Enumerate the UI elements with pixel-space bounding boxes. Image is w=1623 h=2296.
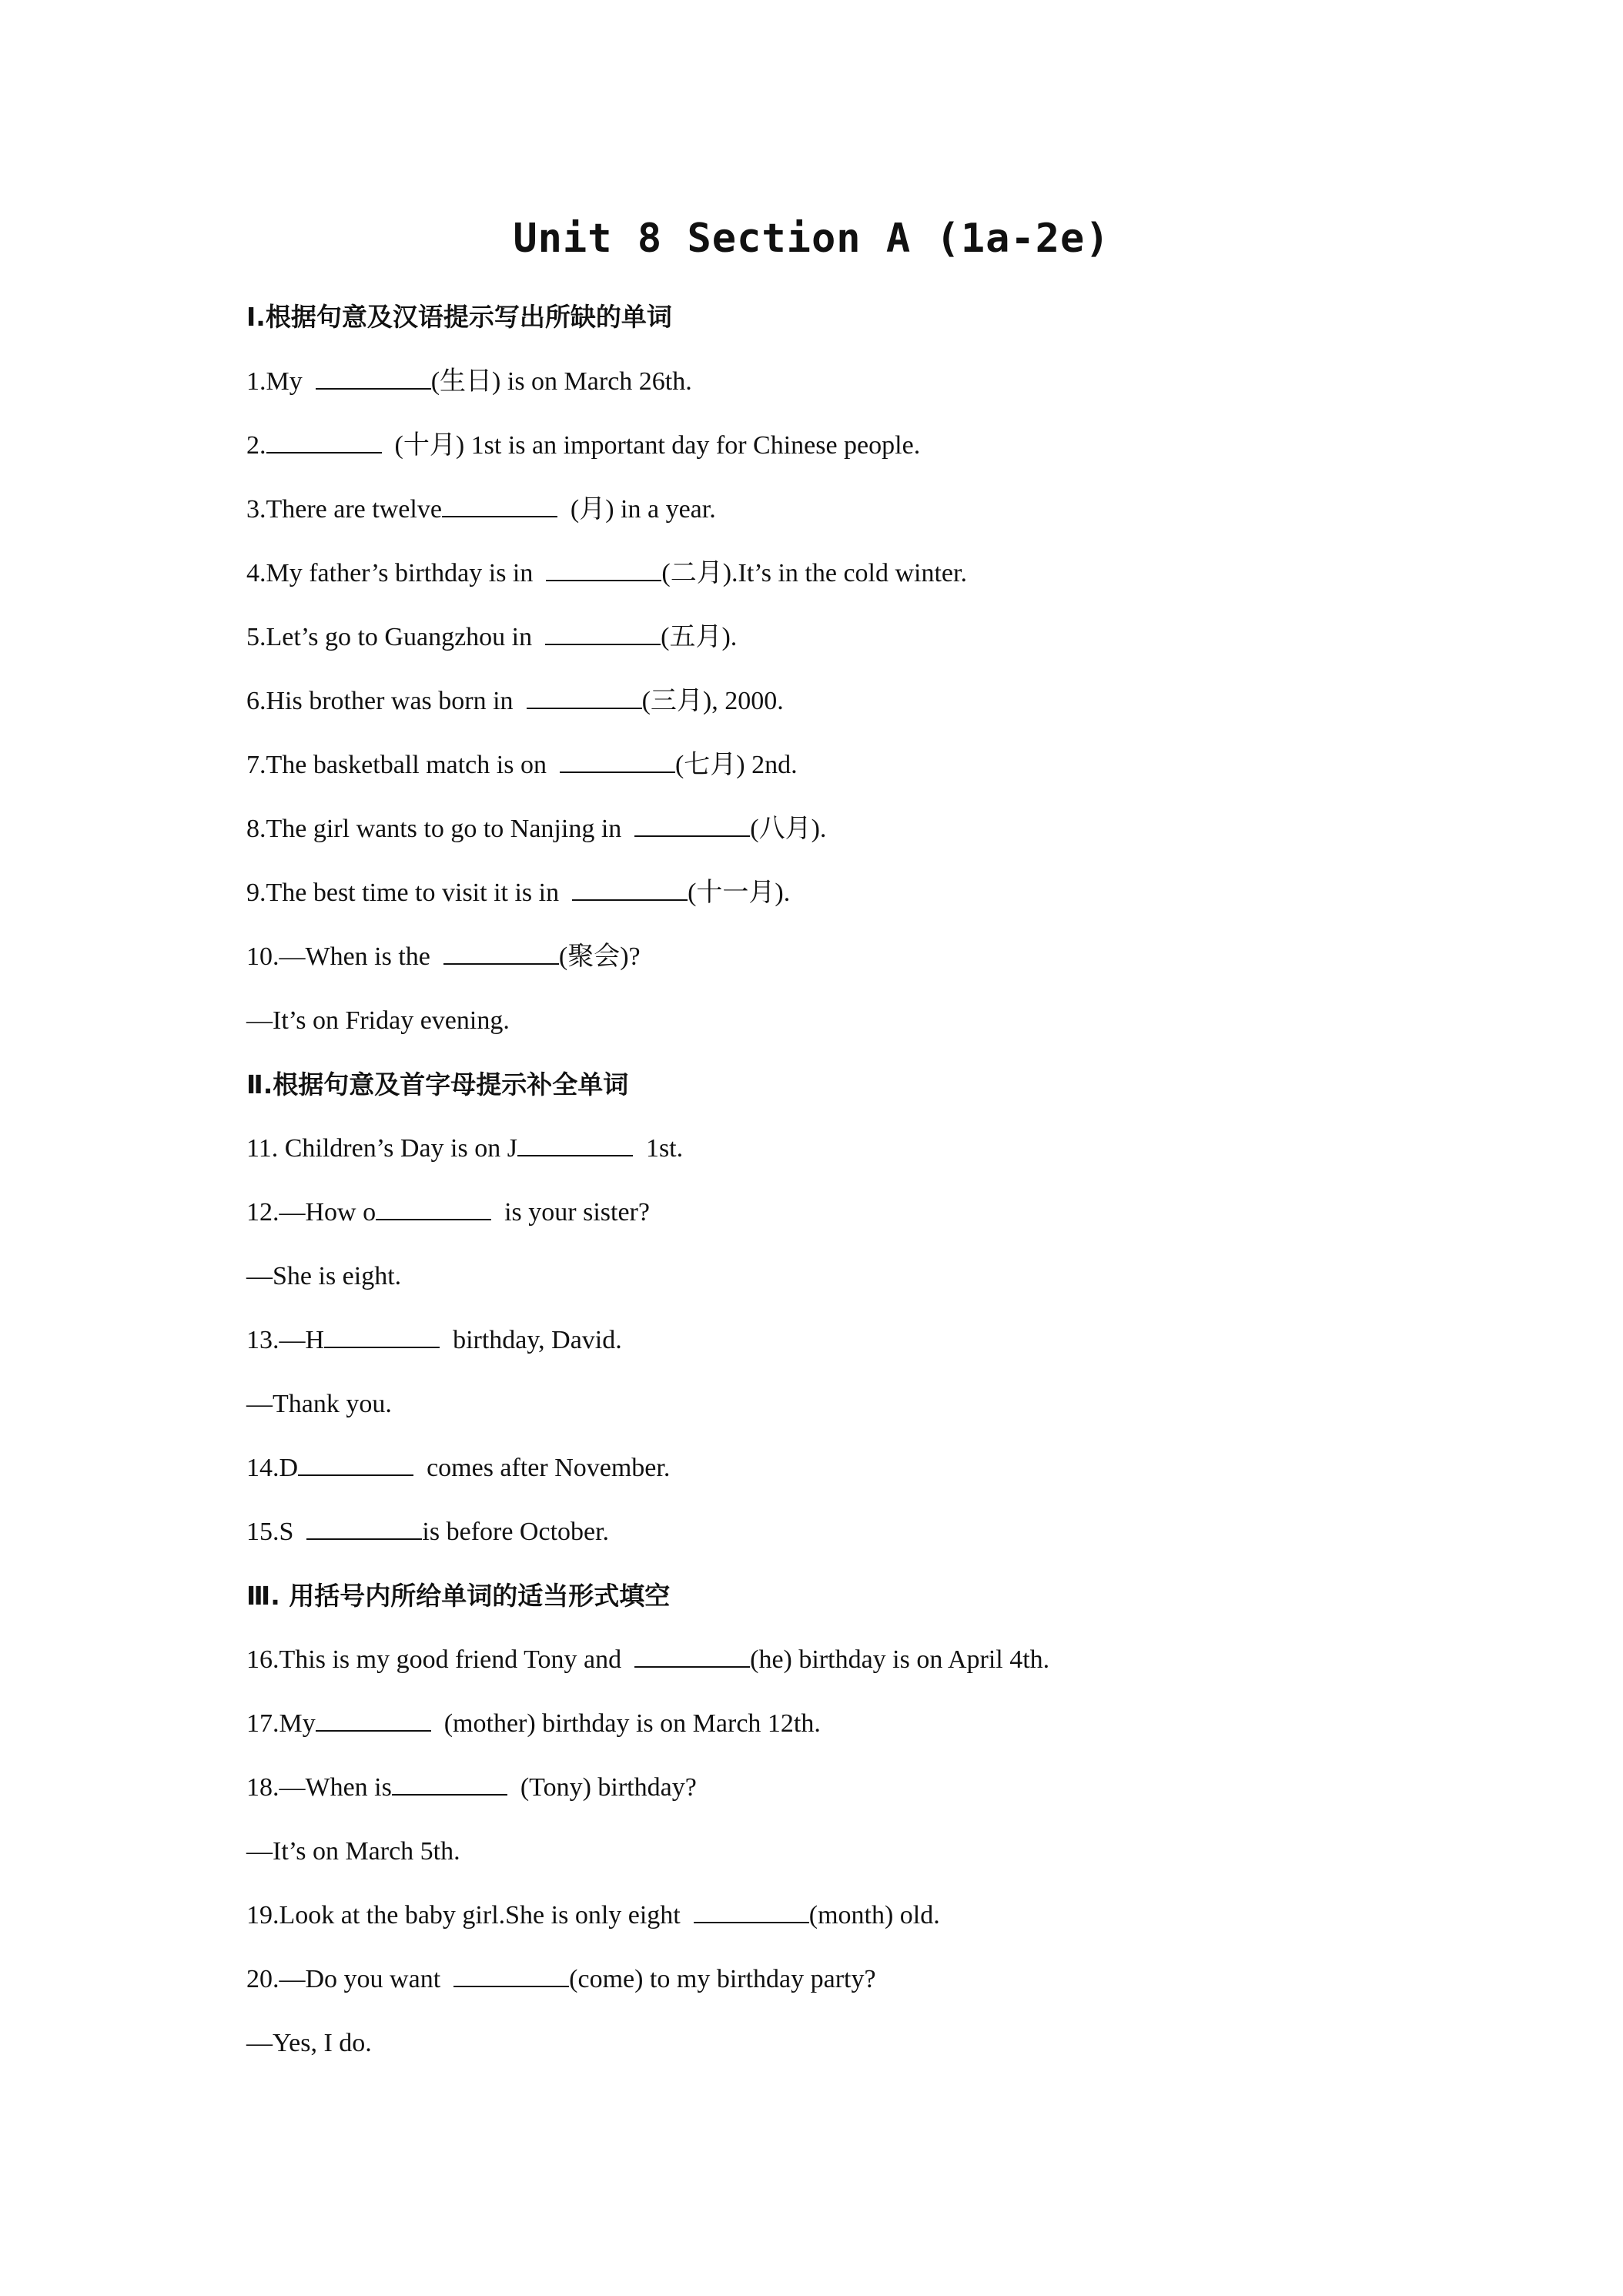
question-text-before: 18.—When is bbox=[246, 1773, 392, 1802]
question-16 bbox=[246, 1643, 1049, 1677]
question-text-before: 1.My bbox=[246, 367, 316, 396]
question-text-after: (he) birthday is on April 4th. bbox=[750, 1645, 1050, 1674]
question-text-before: 14.D bbox=[246, 1454, 299, 1482]
answer-blank[interactable] bbox=[443, 940, 559, 965]
question-5 bbox=[246, 621, 737, 654]
dialogue-response: —Thank you. bbox=[246, 1390, 392, 1418]
answer-blank[interactable] bbox=[527, 684, 642, 709]
question-9 bbox=[246, 876, 790, 910]
answer-blank[interactable] bbox=[316, 365, 431, 390]
question-text-after: (聚会)? bbox=[558, 942, 641, 971]
answer-blank[interactable] bbox=[306, 1515, 422, 1540]
question-text-before: 19.Look at the baby girl.She is only eight bbox=[246, 1901, 694, 1930]
question-text-after: (Tony) birthday? bbox=[507, 1773, 697, 1802]
question-text-after: (三月), 2000. bbox=[641, 687, 784, 715]
answer-blank[interactable] bbox=[694, 1899, 809, 1923]
dialogue-response: —Yes, I do. bbox=[246, 2029, 372, 2057]
question-6 bbox=[246, 684, 784, 718]
question-3 bbox=[246, 493, 716, 527]
question-1 bbox=[246, 365, 692, 399]
question-text-before: 20.—Do you want bbox=[246, 1965, 454, 1993]
question-text-before: 5.Let’s go to Guangzhou in bbox=[246, 623, 546, 651]
question-text-after: (二月).It’s in the cold winter. bbox=[661, 559, 967, 587]
question-text-after: comes after November. bbox=[413, 1454, 671, 1482]
answer-blank[interactable] bbox=[546, 557, 661, 581]
section-3-heading: Ⅲ. 用括号内所给单词的适当形式填空 bbox=[246, 1581, 671, 1611]
question-text-after: (mother) birthday is on March 12th. bbox=[430, 1709, 821, 1738]
answer-blank[interactable] bbox=[517, 1132, 633, 1156]
answer-blank[interactable] bbox=[560, 748, 675, 773]
question-text-before: 3.There are twelve bbox=[246, 495, 442, 524]
question-19 bbox=[246, 1899, 940, 1933]
question-8 bbox=[246, 812, 826, 846]
question-text-before: 7.The basketball match is on bbox=[246, 751, 560, 779]
dialogue-response: —She is eight. bbox=[246, 1262, 402, 1290]
section-1-heading: Ⅰ.根据句意及汉语提示写出所缺的单词 bbox=[246, 302, 672, 332]
answer-blank[interactable] bbox=[545, 621, 661, 645]
question-text-after: (七月) 2nd. bbox=[674, 751, 798, 779]
answer-blank[interactable] bbox=[392, 1771, 507, 1796]
question-14 bbox=[246, 1451, 670, 1485]
question-10 bbox=[246, 940, 641, 974]
question-11 bbox=[246, 1132, 683, 1166]
dialogue-response: —It’s on March 5th. bbox=[246, 1837, 460, 1866]
question-text-after: 1st. bbox=[632, 1134, 684, 1163]
question-4 bbox=[246, 557, 967, 591]
question-text-after: is your sister? bbox=[491, 1198, 650, 1227]
dialogue-response: —It’s on Friday evening. bbox=[246, 1006, 510, 1035]
question-13 bbox=[246, 1324, 622, 1357]
page-title: Unit 8 Section A (1a-2e) bbox=[513, 216, 1110, 262]
question-text-after: birthday, David. bbox=[440, 1326, 622, 1354]
answer-blank[interactable] bbox=[316, 1707, 431, 1732]
question-text-before: 6.His brother was born in bbox=[246, 687, 527, 715]
question-text-before: 13.—H bbox=[246, 1326, 325, 1354]
question-text-after: (月) in a year. bbox=[557, 495, 716, 524]
question-text-after: (十一月). bbox=[688, 879, 791, 907]
question-text-after: (month) old. bbox=[808, 1901, 940, 1930]
question-text-after: (come) to my birthday party? bbox=[569, 1965, 876, 1993]
question-15 bbox=[246, 1515, 609, 1549]
question-text-before: 12.—How o bbox=[246, 1198, 376, 1227]
answer-blank[interactable] bbox=[442, 493, 557, 517]
question-7 bbox=[246, 748, 798, 782]
question-text-after: (五月). bbox=[661, 623, 738, 651]
question-text-before: 8.The girl wants to go to Nanjing in bbox=[246, 815, 635, 843]
question-2 bbox=[246, 429, 920, 463]
answer-blank[interactable] bbox=[634, 1643, 750, 1668]
answer-blank[interactable] bbox=[634, 812, 750, 837]
question-20 bbox=[246, 1963, 876, 1996]
question-text-before: 15.S bbox=[246, 1518, 307, 1546]
question-text-before: 4.My father’s birthday is in bbox=[246, 559, 547, 587]
section-2-heading: Ⅱ.根据句意及首字母提示补全单词 bbox=[246, 1069, 629, 1099]
question-text-before: 16.This is my good friend Tony and bbox=[246, 1645, 635, 1674]
question-text-before: 2. bbox=[246, 431, 266, 460]
question-text-before: 9.The best time to visit it is in bbox=[246, 879, 573, 907]
question-text-before: 10.—When is the bbox=[246, 942, 443, 971]
question-text-after: (十月) 1st is an important day for Chinese people. bbox=[381, 431, 921, 460]
question-12 bbox=[246, 1196, 650, 1230]
question-text-before: 11. Children’s Day is on J bbox=[246, 1134, 517, 1163]
answer-blank[interactable] bbox=[298, 1451, 413, 1476]
question-text-after: (生日) is on March 26th. bbox=[430, 367, 692, 396]
answer-blank[interactable] bbox=[453, 1963, 569, 1987]
question-text-after: (八月). bbox=[750, 815, 827, 843]
answer-blank[interactable] bbox=[572, 876, 688, 901]
question-17 bbox=[246, 1707, 821, 1741]
answer-blank[interactable] bbox=[324, 1324, 440, 1348]
question-18 bbox=[246, 1771, 697, 1805]
question-text-after: is before October. bbox=[422, 1518, 610, 1546]
answer-blank[interactable] bbox=[376, 1196, 491, 1220]
answer-blank[interactable] bbox=[266, 429, 382, 454]
question-text-before: 17.My bbox=[246, 1709, 316, 1738]
